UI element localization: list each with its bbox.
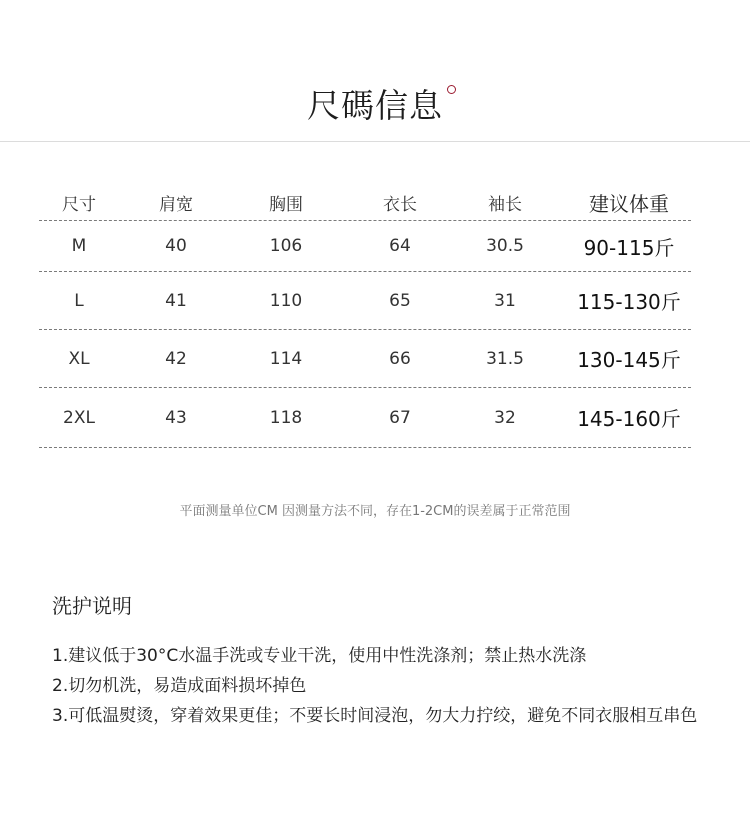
- list-item: 1.建议低于30°C水温手洗或专业干洗，使用中性洗涤剂；禁止热水洗涤: [52, 646, 587, 666]
- list-item: 2.切勿机洗，易造成面料损坏掉色: [52, 676, 307, 696]
- table-row: [39, 330, 691, 388]
- table-cell: 114: [269, 348, 303, 369]
- header-divider: [0, 141, 750, 142]
- column-header: 袖长: [488, 194, 522, 215]
- list-item: 3.可低温熨烫，穿着效果更佳；不要长时间浸泡，勿大力拧绞，避免不同衣服相互串色: [52, 706, 698, 726]
- page-title-text: 尺碼信息: [307, 86, 443, 125]
- size-table: [39, 184, 691, 448]
- table-cell: 43: [165, 407, 187, 428]
- table-row: [39, 272, 691, 330]
- table-cell: M: [71, 236, 87, 256]
- table-cell: 118: [269, 407, 303, 428]
- table-cell: 115-130斤: [577, 290, 681, 314]
- column-header: 胸围: [269, 194, 303, 215]
- table-cell: 32: [494, 407, 516, 428]
- table-cell: 31: [494, 290, 516, 311]
- table-cell: 65: [389, 290, 411, 311]
- title-area: [0, 80, 750, 127]
- table-cell: 145-160斤: [577, 407, 681, 431]
- table-cell: 67: [389, 407, 411, 428]
- table-cell: 30.5: [486, 236, 524, 256]
- column-header: 肩宽: [159, 194, 193, 215]
- table-cell: 106: [269, 236, 303, 256]
- title-circle-icon: [447, 85, 456, 94]
- page-title: [307, 80, 443, 127]
- table-cell: 2XL: [63, 407, 95, 428]
- column-header: 尺寸: [62, 194, 96, 215]
- table-cell: 42: [165, 348, 187, 369]
- column-header: 建议体重: [589, 191, 669, 216]
- table-cell: XL: [68, 348, 90, 369]
- table-row: [39, 388, 691, 448]
- table-cell: 41: [165, 290, 187, 311]
- table-cell: 130-145斤: [577, 348, 681, 372]
- table-cell: 40: [165, 236, 187, 256]
- care-section-title: 洗护说明: [52, 594, 132, 618]
- table-cell: 90-115斤: [583, 235, 675, 260]
- table-cell: 31.5: [486, 348, 524, 369]
- table-cell: 66: [389, 348, 411, 369]
- care-instructions-list: [52, 641, 702, 731]
- measurement-note: 平面测量单位CM 因测量方法不同，存在1-2CM的误差属于正常范围: [179, 504, 571, 519]
- column-header: 衣长: [383, 194, 417, 215]
- table-row: [39, 221, 691, 272]
- table-header-row: [39, 184, 691, 221]
- table-cell: 110: [269, 290, 303, 311]
- table-cell: 64: [389, 236, 411, 256]
- table-cell: L: [74, 290, 84, 311]
